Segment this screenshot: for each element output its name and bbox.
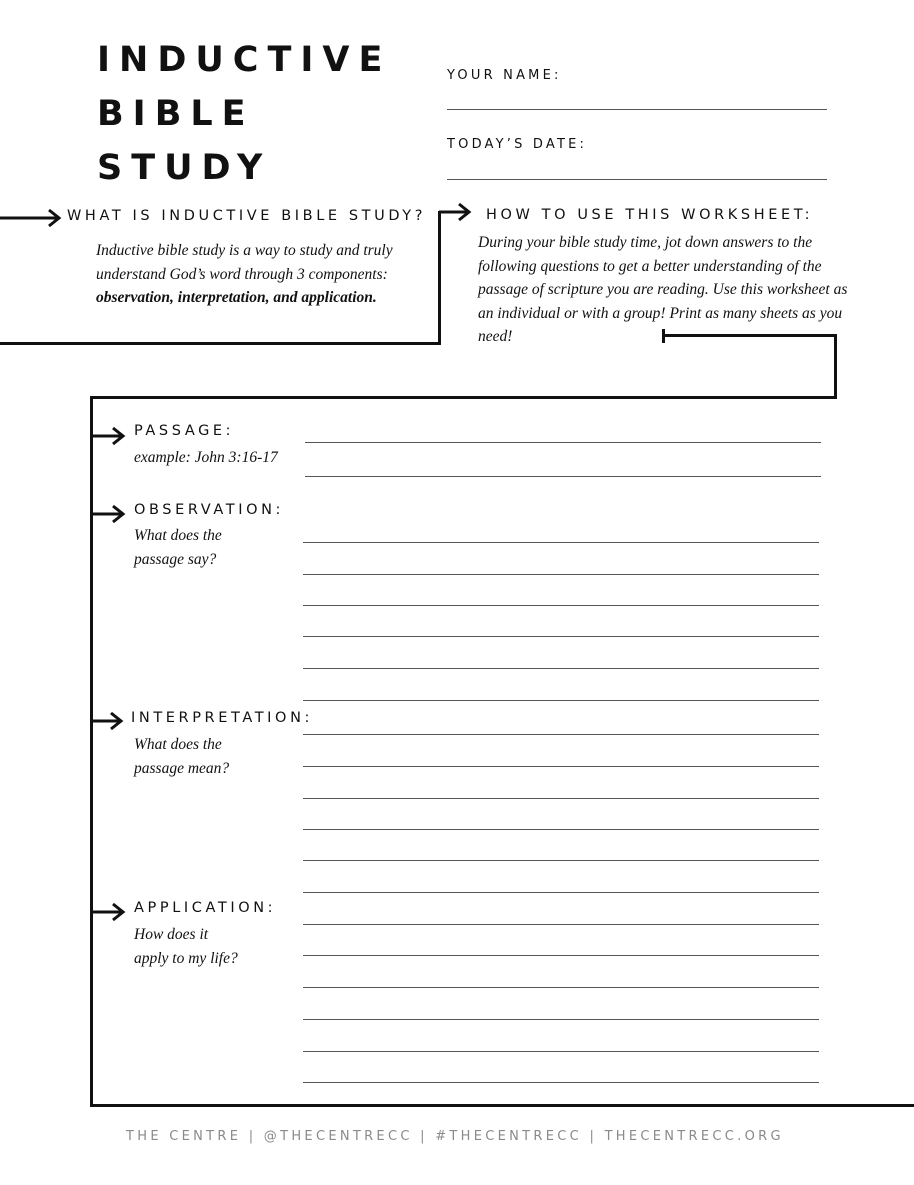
observation-line-4[interactable] xyxy=(303,636,819,637)
application-hint-1: How does it xyxy=(134,926,209,943)
observation-hint-1: What does the xyxy=(134,527,222,544)
application-line-5[interactable] xyxy=(303,1051,819,1052)
arrow-right-icon xyxy=(92,503,128,525)
footer-text: THE CENTRE | @THECENTRECC | #THECENTRECC | THECENTRECC.ORG xyxy=(126,1129,784,1144)
main-frame-top xyxy=(90,396,837,399)
observation-line-2[interactable] xyxy=(303,574,819,575)
interpretation-hint-1: What does the xyxy=(134,736,222,753)
title-line-1: INDUCTIVE xyxy=(97,40,392,80)
connector-top xyxy=(662,334,837,337)
arrow-right-icon xyxy=(92,425,128,447)
application-line-1[interactable] xyxy=(303,924,819,925)
arrow-right-icon xyxy=(92,901,128,923)
observation-line-6[interactable] xyxy=(303,700,819,701)
arrow-right-icon xyxy=(92,710,128,732)
interpretation-line-2[interactable] xyxy=(303,766,819,767)
interpretation-label: INTERPRETATION: xyxy=(131,710,314,726)
title-line-3: STUDY xyxy=(97,148,272,188)
arrow-right-icon xyxy=(0,207,64,229)
title-line-2: BIBLE xyxy=(97,94,255,134)
how-to-text: During your bible study time, jot down answers to the following questions to get a better understanding of the passage of scripture you are reading. Use this worksheet as an individual or with a group! Print as many sheets as you need! xyxy=(478,234,848,345)
interpretation-line-1[interactable] xyxy=(303,734,819,735)
observation-line-5[interactable] xyxy=(303,668,819,669)
observation-label: OBSERVATION: xyxy=(134,502,285,518)
passage-example: example: John 3:16-17 xyxy=(134,449,278,466)
application-label: APPLICATION: xyxy=(134,900,277,916)
application-line-3[interactable] xyxy=(303,987,819,988)
your-name-field[interactable] xyxy=(447,109,827,110)
passage-label: PASSAGE: xyxy=(134,423,235,439)
application-line-4[interactable] xyxy=(303,1019,819,1020)
observation-hint-2: passage say? xyxy=(134,551,217,568)
interpretation-line-5[interactable] xyxy=(303,860,819,861)
passage-line-2[interactable] xyxy=(305,476,821,477)
arrow-right-icon xyxy=(438,201,474,223)
application-hint-2: apply to my life? xyxy=(134,950,238,967)
application-line-2[interactable] xyxy=(303,955,819,956)
application-line-6[interactable] xyxy=(303,1082,819,1083)
passage-line-1[interactable] xyxy=(305,442,821,443)
todays-date-label: TODAY’S DATE: xyxy=(447,137,588,152)
interpretation-line-6[interactable] xyxy=(303,892,819,893)
what-is-heading: WHAT IS INDUCTIVE BIBLE STUDY? xyxy=(67,208,427,224)
main-frame-bottom xyxy=(90,1104,914,1107)
interpretation-hint-2: passage mean? xyxy=(134,760,230,777)
your-name-label: YOUR NAME: xyxy=(447,68,562,83)
connector-right xyxy=(834,334,837,399)
how-to-heading: HOW TO USE THIS WORKSHEET: xyxy=(486,207,814,223)
interpretation-line-3[interactable] xyxy=(303,798,819,799)
interpretation-line-4[interactable] xyxy=(303,829,819,830)
observation-line-3[interactable] xyxy=(303,605,819,606)
intro-frame-bottom xyxy=(0,342,441,345)
intro-frame-divider xyxy=(438,211,441,345)
what-is-text: Inductive bible study is a way to study and truly understand God’s word through 3 components: observation, interpretation, and application. xyxy=(96,242,393,306)
todays-date-field[interactable] xyxy=(447,179,827,180)
observation-line-1[interactable] xyxy=(303,542,819,543)
